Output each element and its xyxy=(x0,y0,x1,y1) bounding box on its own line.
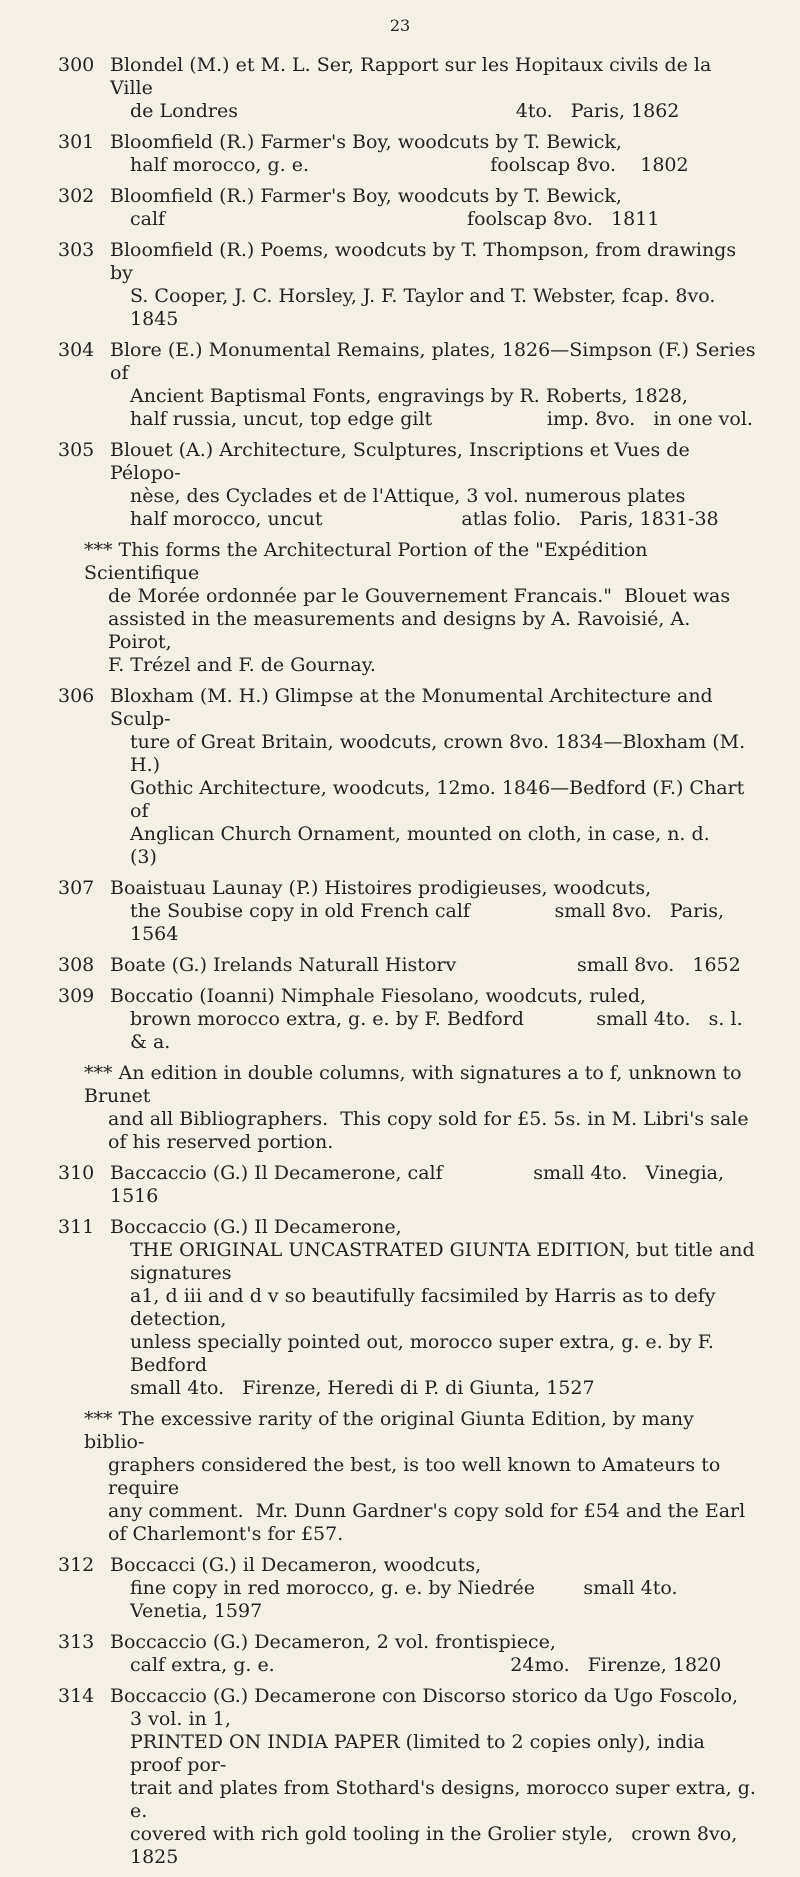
lot-entry xyxy=(58,985,758,1054)
entry-line: *** An edition in double columns, with signatures a to f, unknown to Brunet xyxy=(84,1062,748,1107)
lot-entry xyxy=(58,185,758,231)
lot-entry xyxy=(58,339,762,431)
entry-line: Ancient Baptismal Fonts, engravings by R. Roberts, 1828, xyxy=(130,385,688,407)
lot-number: 305 xyxy=(58,439,95,461)
entry-line: S. Cooper, J. C. Horsley, J. F. Taylor and T. Webster, fcap. 8vo. 1845 xyxy=(130,285,722,330)
entry-line: Bloxham (M. H.) Glimpse at the Monumental Architecture and Sculp- xyxy=(110,685,719,730)
entry-line: calf foolscap 8vo. 1811 xyxy=(130,208,660,230)
entry-line: Bloomfield (R.) Poems, woodcuts by T. Thompson, from drawings by xyxy=(110,239,743,284)
lot-number: 310 xyxy=(58,1162,95,1184)
entry-line: PRINTED ON INDIA PAPER (limited to 2 copies only), india proof por- xyxy=(130,1731,711,1776)
entry-line: Anglican Church Ornament, mounted on cloth, in case, n. d. (3) xyxy=(130,823,752,868)
lot-number: 314 xyxy=(58,1685,95,1707)
entry-line: de Londres 4to. Paris, 1862 xyxy=(130,100,680,122)
lot-entry xyxy=(58,131,758,177)
entry-line: THE ORIGINAL UNCASTRATED GIUNTA EDITION, but title and signatures xyxy=(130,1239,761,1284)
entry-line: Boate (G.) Irelands Naturall Historv small 8vo. 1652 xyxy=(110,954,741,976)
entry-line: Boccaccio (G.) Il Decamerone, xyxy=(110,1216,402,1238)
entry-line: Gothic Architecture, woodcuts, 12mo. 1846—Bedford (F.) Chart of xyxy=(130,777,751,822)
entry-line: of his reserved portion. xyxy=(108,1131,334,1153)
lot-number: 302 xyxy=(58,185,95,207)
entry-line: fine copy in red morocco, g. e. by Niedrée small 4to. Venetia, 1597 xyxy=(130,1577,696,1622)
entry-line: Blondel (M.) et M. L. Ser, Rapport sur les Hopitaux civils de la Ville xyxy=(110,54,718,99)
lot-number: 307 xyxy=(58,877,95,899)
lot-number: 300 xyxy=(58,54,95,76)
entry-line: *** This forms the Architectural Portion of the "Expédition Scientifique xyxy=(84,539,654,584)
lot-number: 312 xyxy=(58,1554,95,1576)
lot-number: 303 xyxy=(58,239,95,261)
lot-number: 309 xyxy=(58,985,95,1007)
entry-line: F. Trézel and F. de Gournay. xyxy=(108,654,376,676)
lot-note xyxy=(84,1408,758,1546)
entry-line: half russia, uncut, top edge gilt imp. 8vo. in one vol. xyxy=(130,408,753,430)
lot-entry xyxy=(58,54,758,123)
lot-entry xyxy=(58,1554,758,1623)
entry-line: a1, d iii and d v so beautifully facsimiled by Harris as to defy detection, xyxy=(130,1285,722,1330)
entry-line: Boccacci (G.) il Decameron, woodcuts, xyxy=(110,1554,482,1576)
lot-entry xyxy=(58,877,758,946)
lot-entry xyxy=(58,439,758,531)
lot-entry xyxy=(58,1685,763,1869)
entry-line: graphers considered the best, is too well known to Amateurs to require xyxy=(108,1454,727,1499)
lot-note xyxy=(84,539,758,677)
entry-line: half morocco, g. e. foolscap 8vo. 1802 xyxy=(130,154,689,176)
entry-line: unless specially pointed out, morocco super extra, g. e. by F. Bedford xyxy=(130,1331,720,1376)
entry-line: the Soubise copy in old French calf small 8vo. Paris, 1564 xyxy=(130,900,731,945)
entry-line: Boccaccio (G.) Decamerone con Discorso storico da Ugo Foscolo, xyxy=(110,1685,739,1707)
entry-line: small 4to. Firenze, Heredi di P. di Giunta, 1527 xyxy=(130,1377,595,1399)
entry-line: nèse, des Cyclades et de l'Attique, 3 vol. numerous plates xyxy=(130,485,686,507)
entry-line: Bloomfield (R.) Farmer's Boy, woodcuts by T. Bewick, xyxy=(110,185,622,207)
lot-entry xyxy=(58,685,758,869)
entry-line: brown morocco extra, g. e. by F. Bedford small 4to. s. l. & a. xyxy=(130,1008,749,1053)
entry-line: ture of Great Britain, woodcuts, crown 8vo. 1834—Bloxham (M. H.) xyxy=(130,731,752,776)
lot-number: 306 xyxy=(58,685,95,707)
entry-line: *** The excessive rarity of the original Giunta Edition, by many biblio- xyxy=(84,1408,700,1453)
entry-line: Blore (E.) Monumental Remains, plates, 1826—Simpson (F.) Series of xyxy=(110,339,762,384)
lot-number: 304 xyxy=(58,339,95,361)
entry-line: assisted in the measurements and designs by A. Ravoisié, A. Poirot, xyxy=(108,608,697,653)
page-number: 23 xyxy=(389,16,411,35)
lot-entry xyxy=(58,954,758,977)
entry-line: Boccaccio (G.) Decameron, 2 vol. frontispiece, xyxy=(110,1631,556,1653)
lot-number: 311 xyxy=(58,1216,95,1238)
entry-line: 3 vol. in 1, xyxy=(130,1708,231,1730)
entry-line: trait and plates from Stothard's designs, morocco super extra, g. e. xyxy=(130,1777,763,1822)
lot-note xyxy=(84,1062,758,1154)
catalogue-entries xyxy=(58,54,763,1877)
lot-entry xyxy=(58,1631,758,1677)
entry-line: covered with rich gold tooling in the Grolier style, crown 8vo, 1825 xyxy=(130,1823,744,1868)
lot-number: 301 xyxy=(58,131,95,153)
lot-number: 308 xyxy=(58,954,95,976)
entry-line: half morocco, uncut atlas folio. Paris, 1831-38 xyxy=(130,508,719,530)
entry-line: of Charlemont's for £57. xyxy=(108,1523,344,1545)
lot-entry xyxy=(58,1162,758,1208)
entry-line: Bloomfield (R.) Farmer's Boy, woodcuts by T. Bewick, xyxy=(110,131,622,153)
entry-line: and all Bibliographers. This copy sold for £5. 5s. in M. Libri's sale xyxy=(108,1108,749,1130)
entry-line: any comment. Mr. Dunn Gardner's copy sold for £54 and the Earl xyxy=(108,1500,746,1522)
entry-line: calf extra, g. e. 24mo. Firenze, 1820 xyxy=(130,1654,722,1676)
lot-entry xyxy=(58,239,758,331)
entry-line: Boccatio (Ioanni) Nimphale Fiesolano, woodcuts, ruled, xyxy=(110,985,647,1007)
entry-line: Baccaccio (G.) Il Decamerone, calf small 4to. Vinegia, 1516 xyxy=(110,1162,731,1207)
entry-line: Blouet (A.) Architecture, Sculptures, Inscriptions et Vues de Pélopo- xyxy=(110,439,696,484)
entry-line: de Morée ordonnée par le Gouvernement Francais." Blouet was xyxy=(108,585,731,607)
lot-number: 313 xyxy=(58,1631,95,1653)
entry-line: Boaistuau Launay (P.) Histoires prodigieuses, woodcuts, xyxy=(110,877,652,899)
lot-entry xyxy=(58,1216,761,1400)
